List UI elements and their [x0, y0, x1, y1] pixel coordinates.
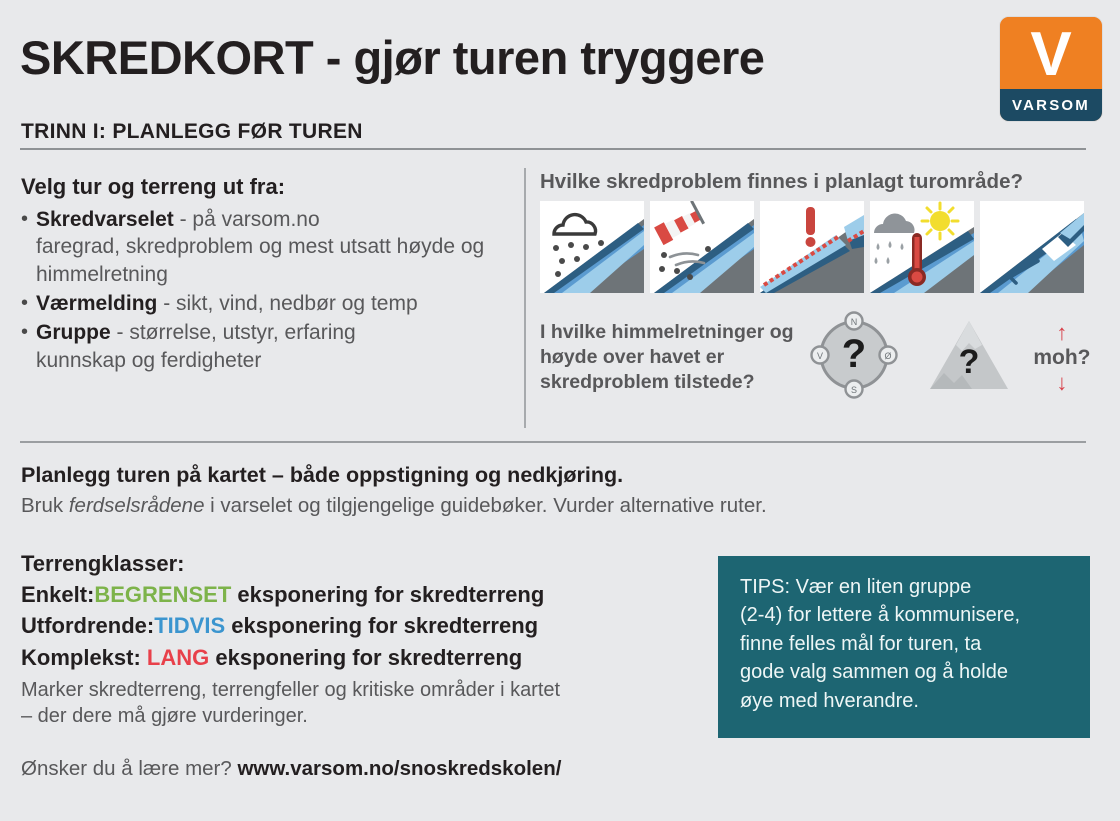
map-planning-block [21, 462, 1081, 520]
terrain-class-row [21, 579, 711, 610]
bullet-dot-icon: • [21, 321, 29, 344]
list-item-text [36, 290, 511, 318]
divider-middle [20, 441, 1086, 443]
elevation-label: moh? [1033, 345, 1091, 369]
terrain-class-keyword: BEGRENSET [94, 582, 232, 608]
list-item-bold: Skredvarselet [36, 207, 174, 231]
terrain-class-rest: eksponering for skredterreng [225, 613, 539, 639]
terrain-class-row [21, 642, 711, 673]
list-item-bold: Gruppe [36, 321, 111, 345]
varsom-logo [1000, 17, 1102, 121]
page-title-bold: SKREDKORT [20, 31, 314, 84]
list-item [21, 206, 511, 290]
wind-slab-avalanche-icon [650, 201, 754, 293]
avalanche-problem-icon-row [540, 201, 1100, 293]
map-planning-sub-post: i varselet og tilgjengelige guidebøker. Vurder alternative ruter. [204, 493, 767, 517]
terrain-class-level: Komplekst: [21, 644, 141, 670]
list-item-continuation: kunnskap og ferdigheter [36, 349, 262, 373]
footer-url[interactable]: www.varsom.no/snoskredskolen/ [237, 757, 562, 780]
list-item-rest: - på varsom.no [173, 207, 320, 231]
logo-v-letter: V [1030, 20, 1072, 89]
logo-bottom-panel [1000, 89, 1102, 121]
footer-learn-more [21, 757, 561, 781]
list-item-bold: Værmelding [36, 292, 158, 316]
map-planning-heading: Planlegg turen på kartet – både oppstigning og nedkjøring. [21, 463, 624, 487]
svg-text:?: ? [841, 332, 867, 376]
terrain-classes-heading: Terrengklasser: [21, 551, 185, 576]
planning-criteria-list [21, 173, 511, 376]
terrain-note-line-1: Marker skredterreng, terrengfeller og kritiske områder i kartet [21, 678, 561, 701]
svg-text:?: ? [958, 343, 980, 381]
bullet-dot-icon: • [21, 207, 29, 230]
map-planning-subtext [21, 492, 1081, 520]
bullet-dot-icon: • [21, 292, 29, 315]
svg-text:Ø: Ø [884, 351, 892, 361]
mountain-elevation-icon [928, 315, 1010, 400]
terrain-classes-block [21, 548, 711, 730]
persistent-weak-layer-icon [760, 201, 864, 293]
tips-line-1: TIPS: Vær en liten gruppe [740, 576, 972, 598]
terrain-class-keyword: TIDVIS [154, 613, 226, 639]
divider-top [20, 148, 1086, 150]
terrain-note [21, 677, 711, 730]
avalanche-problem-question: Hvilke skredproblem finnes i planlagt turområde? [540, 170, 1024, 193]
logo-top-panel [1000, 17, 1102, 89]
terrain-class-keyword: LANG [146, 644, 210, 670]
list-item-continuation: faregrad, skredproblem og mest utsatt høyde og himmelretning [36, 235, 485, 287]
list-item [21, 319, 511, 375]
page-title [20, 31, 765, 84]
tips-line-2: (2-4) for lettere å kommunisere, [740, 604, 1021, 627]
tips-line-4: gode valg sammen og å holde [740, 661, 1008, 684]
divider-vertical [524, 168, 526, 428]
map-planning-sub-pre: Bruk [21, 493, 69, 517]
wet-snow-avalanche-icon [870, 201, 974, 293]
tips-box [718, 556, 1090, 738]
list-item-text [36, 206, 511, 290]
terrain-class-row [21, 610, 711, 641]
criteria-lead: Velg tur og terreng ut fra: [21, 174, 286, 199]
logo-wordmark: VARSOM [1012, 96, 1090, 114]
map-planning-sub-italic: ferdselsrådene [68, 493, 205, 517]
terrain-class-level: Utfordrende: [21, 613, 155, 639]
arrow-up-icon: ↑ [1056, 319, 1068, 345]
aspect-elevation-question: I hvilke himmelretninger og høyde over havet er skredproblem tilstede? [540, 321, 794, 393]
aspect-elevation-row [540, 307, 1100, 408]
svg-text:S: S [850, 385, 857, 395]
svg-text:V: V [816, 351, 823, 361]
terrain-class-rest: eksponering for skredterreng [231, 582, 545, 608]
step-label: TRINN I: PLANLEGG FØR TUREN [21, 120, 363, 143]
avalanche-problem-panel [540, 170, 1100, 408]
footer-question: Ønsker du å lære mer? [21, 757, 238, 780]
compass-rose-icon [806, 307, 902, 408]
terrain-note-line-2: – der dere må gjøre vurderinger. [21, 705, 308, 728]
list-item-rest: - størrelse, utstyr, erfaring [110, 321, 356, 345]
list-item [21, 290, 511, 318]
elevation-range-indicator [1024, 319, 1100, 395]
list-item-rest: - sikt, vind, nedbør og temp [157, 292, 418, 316]
list-item-text [36, 319, 511, 375]
arrow-down-icon: ↓ [1056, 369, 1068, 395]
terrain-class-rest: eksponering for skredterreng [209, 644, 523, 670]
glide-avalanche-icon [980, 201, 1084, 293]
new-snow-avalanche-icon [540, 201, 644, 293]
page-title-rest: - gjør turen tryggere [313, 31, 765, 84]
terrain-class-level: Enkelt: [21, 582, 95, 608]
svg-text:N: N [850, 317, 858, 327]
tips-line-5: øye med hverandre. [740, 689, 919, 712]
tips-line-3: finne felles mål for turen, ta [740, 632, 982, 655]
